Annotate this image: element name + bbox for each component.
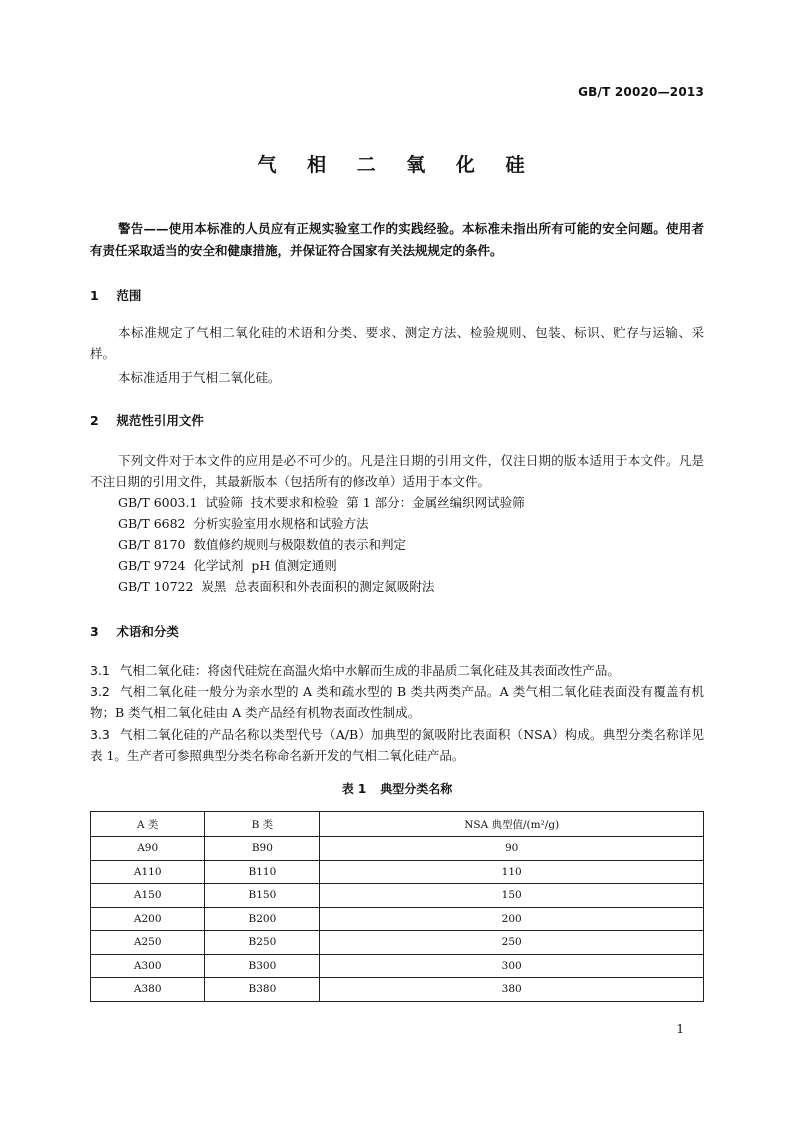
cell-a-type: A150	[91, 884, 205, 908]
section-2-heading	[90, 411, 204, 429]
section-number: 2	[90, 413, 99, 428]
cell-nsa: 380	[320, 978, 704, 1002]
section-number: 1	[90, 288, 99, 303]
clause-3-2	[90, 681, 704, 723]
standard-number: GB/T 20020—2013	[578, 85, 704, 99]
normative-reference: GB/T 9724 化学试剂 pH 值测定通则	[118, 558, 337, 573]
section-title: 规范性引用文件	[116, 413, 204, 428]
clause-3-3	[90, 724, 704, 766]
cell-b-type: B250	[205, 931, 320, 955]
section-3-heading	[90, 622, 179, 640]
clause-number: 3.2	[90, 684, 110, 699]
cell-b-type: B300	[205, 954, 320, 978]
table-row	[91, 907, 704, 931]
cell-b-type: B150	[205, 884, 320, 908]
table-caption	[0, 780, 794, 797]
cell-nsa: 300	[320, 954, 704, 978]
section-1-heading	[90, 286, 141, 304]
table-row	[91, 954, 704, 978]
section-number: 3	[90, 624, 99, 639]
clause-3-1	[90, 660, 704, 681]
clause-text: 气相二氧化硅：将卤代硅烷在高温火焰中水解而生成的非晶质二氧化硅及其表面改性产品。	[119, 663, 620, 678]
cell-a-type: A300	[91, 954, 205, 978]
section-title: 范围	[116, 288, 142, 303]
section-2-intro: 下列文件对于本文件的应用是必不可少的。凡是注日期的引用文件，仅注日期的版本适用于本文件。凡是不注日期的引用文件，其最新版本（包括所有的修改单）适用于本文件。	[90, 453, 704, 489]
header-cell-a-type: A 类	[91, 812, 205, 837]
page-number: 1	[676, 1022, 684, 1036]
clause-text: 气相二氧化硅一般分为亲水型的 A 类和疏水型的 B 类共两类产品。A 类气相二氧化硅表面没有覆盖有机物；B 类气相二氧化硅由 A 类产品经有机物表面改性制成。	[90, 684, 704, 720]
cell-b-type: B90	[205, 837, 320, 861]
cell-b-type: B380	[205, 978, 320, 1002]
cell-nsa: 90	[320, 837, 704, 861]
cell-a-type: A110	[91, 860, 205, 884]
table-row	[91, 931, 704, 955]
cell-a-type: A90	[91, 837, 205, 861]
classification-table	[90, 811, 704, 1002]
cell-nsa: 250	[320, 931, 704, 955]
document-title: 气 相 二 氧 化 硅	[257, 154, 537, 176]
cell-b-type: B200	[205, 907, 320, 931]
table-row	[91, 860, 704, 884]
warning-paragraph: 警告——使用本标准的人员应有正规实验室工作的实践经验。本标准未指出所有可能的安全问题。使用者有责任采取适当的安全和健康措施，并保证符合国家有关法规规定的条件。	[90, 221, 704, 258]
cell-a-type: A200	[91, 907, 205, 931]
cell-nsa: 200	[320, 907, 704, 931]
section-title: 术语和分类	[116, 624, 179, 639]
cell-nsa: 150	[320, 884, 704, 908]
normative-reference: GB/T 8170 数值修约规则与极限数值的表示和判定	[118, 537, 406, 552]
table-row	[91, 884, 704, 908]
header-cell-b-type: B 类	[205, 812, 320, 837]
table-row	[91, 837, 704, 861]
normative-reference: GB/T 6682 分析实验室用水规格和试验方法	[118, 516, 369, 531]
header-cell-nsa: NSA 典型值/(m²/g)	[320, 812, 704, 837]
cell-a-type: A250	[91, 931, 205, 955]
section-1-paragraph-1: 本标准规定了气相二氧化硅的术语和分类、要求、测定方法、检验规则、包装、标识、贮存与运输、采样。	[90, 325, 704, 361]
clause-number: 3.3	[90, 727, 110, 742]
clause-text: 气相二氧化硅的产品名称以类型代号（A/B）加典型的氮吸附比表面积（NSA）构成。典型分类名称详见表 1。生产者可参照典型分类名称命名新开发的气相二氧化硅产品。	[90, 727, 704, 763]
table-header-row	[91, 812, 704, 837]
table-title: 典型分类名称	[380, 782, 453, 796]
cell-nsa: 110	[320, 860, 704, 884]
table-number: 表 1	[341, 782, 367, 796]
cell-b-type: B110	[205, 860, 320, 884]
normative-reference: GB/T 10722 炭黑 总表面积和外表面积的测定氮吸附法	[118, 579, 435, 594]
normative-reference: GB/T 6003.1 试验筛 技术要求和检验 第 1 部分：金属丝编织网试验筛	[118, 495, 525, 510]
table-row	[91, 978, 704, 1002]
cell-a-type: A380	[91, 978, 205, 1002]
clause-number: 3.1	[90, 663, 110, 678]
section-1-paragraph-2: 本标准适用于气相二氧化硅。	[118, 370, 281, 385]
